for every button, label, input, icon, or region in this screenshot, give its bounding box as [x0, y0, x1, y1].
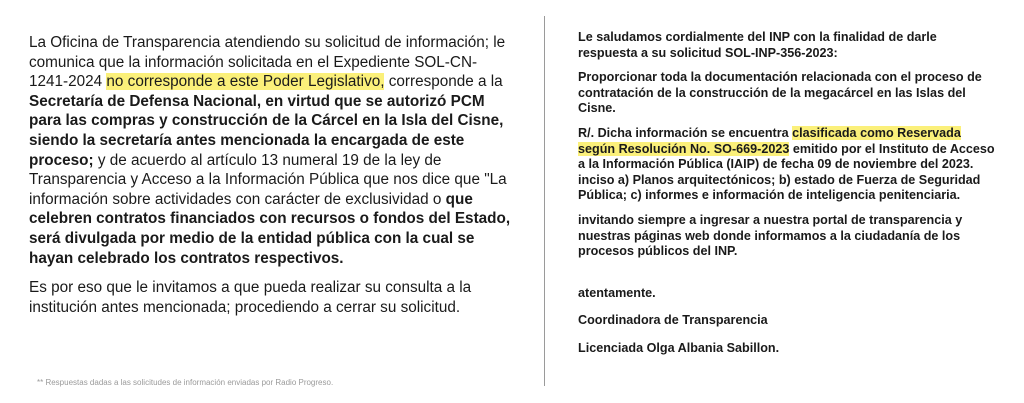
signature-name: Licenciada Olga Albania Sabillon. [578, 340, 780, 355]
legislative-response [29, 33, 515, 327]
signature-title: Coordinadora de Transparencia [578, 313, 768, 328]
response-paragraph-1 [29, 33, 515, 268]
closing: atentamente. [578, 285, 656, 300]
greeting: Le saludamos cordialmente del INP con la finalidad de darle respuesta a su solicitud SOL-INP-356-2023: [578, 30, 937, 60]
inp-response [578, 30, 998, 366]
answer-text: emitido por el Instituto de Acceso a la Información Pública (IAIP) de fecha 09 de noviembre del 2023. inciso a) Planos arquitectónicos; b) estado de Fuerza de Seguridad Pública; c) informes e información de inteligencia penitenciaria. [578, 141, 995, 203]
invite-text: invitando siempre a ingresar a nuestra portal de transparencia y nuestras páginas web donde informamos a la ciudadanía de los procesos públicos del INP. [578, 212, 963, 259]
footnote: ** Respuestas dadas a las solicitudes de información enviadas por Radio Progreso. [37, 378, 334, 387]
bold-text: Secretaría de Defensa Nacional, en virtud que se autorizó PCM para las compras y construcción de la Cárcel en la Isla del Cisne, siendo la secretaría antes mencionada la encargada de este proceso; [29, 92, 504, 169]
response-text: y de acuerdo al artículo 13 numeral 19 de la ley de Transparencia y Acceso a la Información Pública que nos dice que "La información sobre actividades con carácter de exclusividad o [29, 151, 507, 208]
highlighted-text: no corresponde a este Poder Legislativo, [106, 73, 385, 91]
answer-text: R/. Dicha información se encuentra [578, 125, 793, 140]
column-divider [544, 16, 545, 386]
bold-text: que celebren contratos financiados con recursos o fondos del Estado, será divulgada por medio de la entidad pública con la cual se hayan celebrado los contratos respectivos. [29, 190, 511, 267]
response-paragraph-2: Es por eso que le invitamos a que pueda realizar su consulta a la institución antes mencionada; procediendo a cerrar su solicitud. [29, 279, 472, 316]
response-text: La Oficina de Transparencia atendiendo su solicitud de información; le comunica que la información solicitada en el Expediente SOL-CN-1241-2024 [29, 34, 506, 91]
response-text: corresponde a la [384, 73, 503, 91]
request-text: Proporcionar toda la documentación relacionada con el proceso de contratación de la construcción de la megacárcel en las Islas del Cisne. [578, 70, 982, 116]
answer-paragraph [578, 126, 998, 204]
highlighted-text: clasificada como Reservada según Resolución No. SO-669-2023 [578, 125, 961, 156]
